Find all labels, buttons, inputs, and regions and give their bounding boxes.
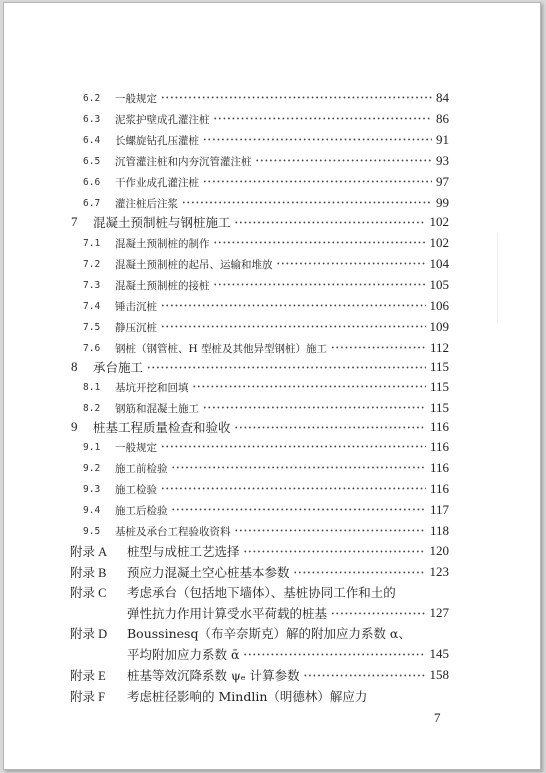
entry-number: 8.1 <box>83 381 101 393</box>
entry-page: 127 <box>429 605 449 620</box>
dot-leader <box>161 483 426 495</box>
toc-entry <box>4 195 449 211</box>
entry-title: 泥浆护壁成孔灌注桩 <box>115 113 210 126</box>
entry-title: 混凝土预制桩的接桩 <box>115 279 210 292</box>
entry-title: 基坑开挖和回填 <box>115 381 189 394</box>
entry-number: 7.2 <box>83 258 101 270</box>
chapter-title: 承台施工 <box>93 360 144 375</box>
entry-title: 一般规定 <box>115 92 157 105</box>
entry-number: 6.2 <box>83 92 101 104</box>
entry-title: 施工后检验 <box>115 504 168 517</box>
appendix-title: 弹性抗力作用计算受水平荷载的桩基 <box>127 606 328 621</box>
toc-appendix-continued <box>4 604 449 622</box>
dot-leader <box>214 279 426 291</box>
entry-page: 104 <box>429 256 449 271</box>
dot-leader <box>161 300 426 312</box>
appendix-title: 预应力混凝土空心桩基本参数 <box>127 565 290 580</box>
entry-page: 93 <box>436 153 449 168</box>
toc-entry <box>4 174 449 190</box>
chapter-title: 混凝土预制桩与钢桩施工 <box>93 215 231 230</box>
toc-entry <box>4 400 449 416</box>
appendix-label: 附录 E <box>70 669 106 683</box>
entry-page: 116 <box>429 481 449 496</box>
toc-appendix <box>4 624 449 642</box>
entry-page: 123 <box>429 564 449 579</box>
appendix-label: 附录 B <box>70 566 107 580</box>
toc-chapter <box>4 418 449 436</box>
entry-number: 9.1 <box>83 441 101 453</box>
chapter-number: 8 <box>71 359 78 374</box>
entry-number: 7.3 <box>83 279 101 291</box>
appendix-title: Boussinesq（布辛奈斯克）解的附加应力系数 α、 <box>127 626 411 641</box>
dot-leader <box>235 420 426 435</box>
entry-page: 115 <box>429 359 449 374</box>
appendix-label: 附录 D <box>70 627 108 641</box>
entry-page: 97 <box>436 174 449 189</box>
toc-entry <box>4 256 449 272</box>
entry-page: 86 <box>436 111 449 126</box>
appendix-title: 平均附加应力系数 ᾱ <box>127 647 240 662</box>
dot-leader <box>331 606 425 621</box>
dot-leader <box>235 215 426 230</box>
entry-page: 102 <box>429 235 449 250</box>
dot-leader <box>161 321 426 333</box>
dot-leader <box>193 381 426 393</box>
entry-title: 沉管灌注桩和内夯沉管灌注桩 <box>115 155 252 168</box>
toc-entry <box>4 277 449 293</box>
toc-entry <box>4 90 449 106</box>
entry-title: 灌注桩后注浆 <box>115 197 178 210</box>
dot-leader <box>214 237 426 249</box>
entry-title: 锤击沉桩 <box>115 300 157 313</box>
toc-chapter <box>4 213 449 231</box>
toc-entry <box>4 340 449 356</box>
entry-number: 7.4 <box>83 300 101 312</box>
entry-page: 112 <box>429 340 449 355</box>
appendix-title: 考虑承台（包括地下墙体）、基桩协同工作和土的 <box>127 585 396 600</box>
dot-leader <box>331 342 426 354</box>
entry-number: 6.6 <box>83 176 101 188</box>
entry-number: 9.3 <box>83 483 101 495</box>
toc-appendix <box>4 666 449 684</box>
entry-title: 施工检验 <box>115 483 157 496</box>
entry-number: 9.2 <box>83 462 101 474</box>
entry-page: 116 <box>429 439 449 454</box>
entry-page: 116 <box>429 460 449 475</box>
entry-title: 钢筋和混凝土施工 <box>115 402 199 415</box>
page-number: 7 <box>434 710 441 725</box>
dot-leader <box>161 441 426 453</box>
toc-entry <box>4 298 449 314</box>
entry-title: 静压沉桩 <box>115 321 157 334</box>
dot-leader <box>161 92 432 104</box>
toc-entry <box>4 132 449 148</box>
entry-number: 9.5 <box>83 525 101 537</box>
toc-appendix <box>4 563 449 581</box>
appendix-label: 附录 F <box>70 690 106 704</box>
entry-page: 105 <box>429 277 449 292</box>
dot-leader <box>294 565 426 580</box>
entry-page: 106 <box>429 298 449 313</box>
entry-title: 钢桩（钢管桩、H 型桩及其他异型钢桩）施工 <box>115 342 327 355</box>
toc-entry <box>4 319 449 335</box>
dot-leader <box>203 176 432 188</box>
entry-number: 6.3 <box>83 113 101 125</box>
entry-page: 145 <box>429 646 449 661</box>
entry-page: 99 <box>436 195 449 210</box>
toc-entry <box>4 481 449 497</box>
scan-line <box>497 233 498 323</box>
entry-title: 干作业成孔灌注桩 <box>115 176 199 189</box>
entry-page: 117 <box>429 502 449 517</box>
entry-number: 7.6 <box>83 342 101 354</box>
dot-leader <box>256 155 433 167</box>
entry-title: 混凝土预制桩的起吊、运输和堆放 <box>115 258 273 271</box>
entry-title: 长螺旋钻孔压灌桩 <box>115 134 199 147</box>
dot-leader <box>147 360 426 375</box>
dot-leader <box>172 504 426 516</box>
entry-page: 102 <box>429 214 449 229</box>
dot-leader <box>172 462 426 474</box>
dot-leader <box>203 402 426 414</box>
entry-number: 8.2 <box>83 402 101 414</box>
appendix-title: 桩基等效沉降系数 ψₑ 计算参数 <box>127 668 300 683</box>
entry-page: 118 <box>429 523 449 538</box>
toc-entry <box>4 153 449 169</box>
toc-entry <box>4 439 449 455</box>
dot-leader <box>243 647 425 662</box>
entry-page: 109 <box>429 319 449 334</box>
appendix-label: 附录 C <box>70 586 107 600</box>
entry-number: 7.1 <box>83 237 101 249</box>
entry-number: 6.5 <box>83 155 101 167</box>
toc-appendix <box>4 583 449 601</box>
chapter-number: 9 <box>71 419 78 434</box>
toc-appendix <box>4 542 449 560</box>
toc-appendix-continued <box>4 645 449 663</box>
entry-title: 基桩及承台工程验收资料 <box>115 525 231 538</box>
entry-number: 9.4 <box>83 504 101 516</box>
entry-title: 混凝土预制桩的制作 <box>115 237 210 250</box>
dot-leader <box>182 197 432 209</box>
toc-entry <box>4 379 449 395</box>
toc-entry <box>4 111 449 127</box>
toc-entry <box>4 523 449 539</box>
entry-number: 6.4 <box>83 134 101 146</box>
entry-page: 120 <box>429 543 449 558</box>
toc-entry <box>4 502 449 518</box>
chapter-title: 桩基工程质量检查和验收 <box>93 420 231 435</box>
dot-leader <box>304 668 426 683</box>
toc-appendix <box>4 687 449 705</box>
dot-leader <box>203 134 432 146</box>
entry-page: 84 <box>436 90 449 105</box>
entry-page: 91 <box>436 132 449 147</box>
chapter-number: 7 <box>71 214 78 229</box>
document-page <box>3 2 541 770</box>
entry-page: 116 <box>429 419 449 434</box>
toc-chapter <box>4 358 449 376</box>
entry-page: 158 <box>429 667 449 682</box>
entry-title: 一般规定 <box>115 441 157 454</box>
dot-leader <box>214 113 433 125</box>
appendix-label: 附录 A <box>70 545 108 559</box>
entry-page: 115 <box>429 379 449 394</box>
dot-leader <box>235 525 426 537</box>
toc-entry <box>4 235 449 251</box>
entry-page: 115 <box>429 400 449 415</box>
appendix-title: 桩型与成桩工艺选择 <box>127 544 240 559</box>
appendix-title: 考虑桩径影响的 Mindlin（明德林）解应力 <box>127 689 368 704</box>
dot-leader <box>277 258 426 270</box>
entry-title: 施工前检验 <box>115 462 168 475</box>
toc-entry <box>4 460 449 476</box>
entry-number: 6.7 <box>83 197 101 209</box>
dot-leader <box>244 544 426 559</box>
entry-number: 7.5 <box>83 321 101 333</box>
